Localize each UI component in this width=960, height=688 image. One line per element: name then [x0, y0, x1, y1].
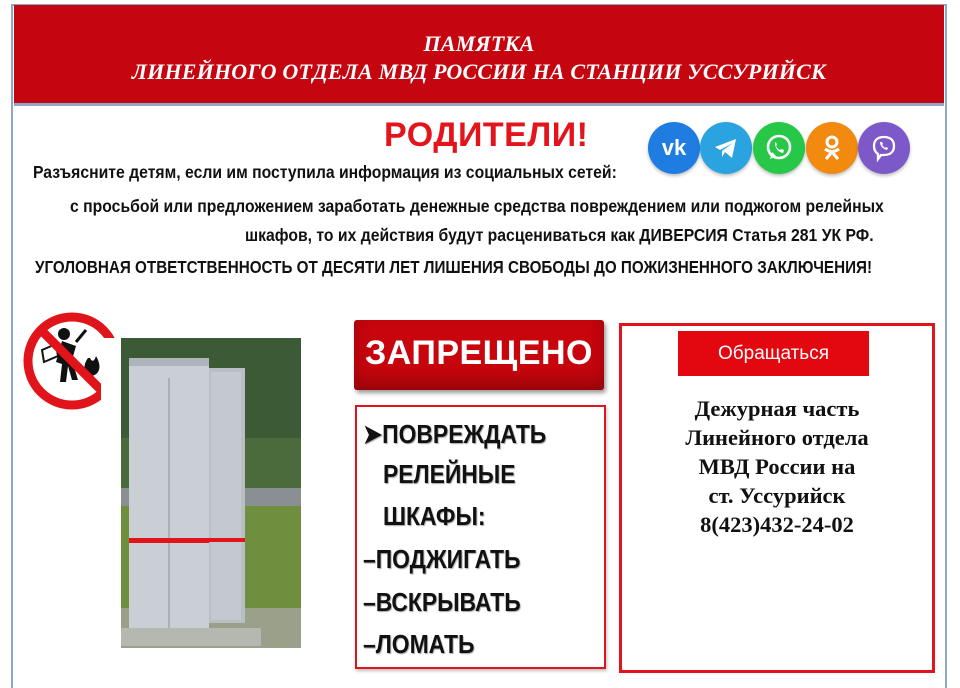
intro-line-1: Разъясните детям, если им поступила информация из социальных сетей: — [33, 162, 617, 182]
telegram-icon — [700, 122, 752, 174]
header-banner — [14, 5, 944, 106]
header-subtitle: ЛИНЕЙНОГО ОТДЕЛА МВД РОССИИ НА СТАНЦИИ УССУРИЙСК — [131, 59, 827, 84]
contact-line: Дежурная часть — [694, 396, 860, 421]
contact-details — [627, 394, 927, 539]
contact-phone: 8(423)432-24-02 — [700, 512, 854, 537]
relay-cabinet-photo — [101, 338, 301, 658]
whatsapp-icon — [753, 122, 805, 174]
forbidden-banner — [354, 320, 604, 390]
list-item: РЕЛЕЙНЫЕ — [383, 459, 516, 489]
contact-line: ст. Уссурийск — [708, 483, 846, 508]
intro-warning: УГОЛОВНАЯ ОТВЕТСТВЕННОСТЬ ОТ ДЕСЯТИ ЛЕТ ЛИШЕНИЯ СВОБОДЫ ДО ПОЖИЗНЕННОГО ЗАКЛЮЧЕНИЯ! — [35, 257, 873, 277]
contact-line: Линейного отдела — [685, 425, 869, 450]
list-item: –ЛОМАТЬ — [363, 629, 475, 659]
odnoklassniki-icon — [806, 122, 858, 174]
list-item: ➤ПОВРЕЖДАТЬ — [363, 419, 547, 449]
list-item: ШКАФЫ: — [383, 501, 486, 531]
contact-label-badge: Обращаться — [678, 331, 869, 376]
forbidden-list — [355, 405, 606, 669]
contact-line: МВД России на — [698, 454, 856, 479]
vk-icon: vk — [648, 122, 700, 174]
forbidden-title: ЗАПРЕЩЕНО — [364, 334, 594, 372]
parents-heading: РОДИТЕЛИ! — [384, 116, 589, 154]
list-item: –ПОДЖИГАТЬ — [363, 544, 521, 574]
list-item: –ВСКРЫВАТЬ — [363, 587, 521, 617]
intro-line-3: шкафов, то их действия будут расцениваться как ДИВЕРСИЯ Статья 281 УК РФ. — [245, 225, 874, 245]
header-title: ПАМЯТКА — [423, 31, 535, 56]
intro-line-2: с просьбой или предложением заработать денежные средства повреждением или поджогом релейных — [70, 196, 884, 216]
viber-icon — [858, 122, 910, 174]
